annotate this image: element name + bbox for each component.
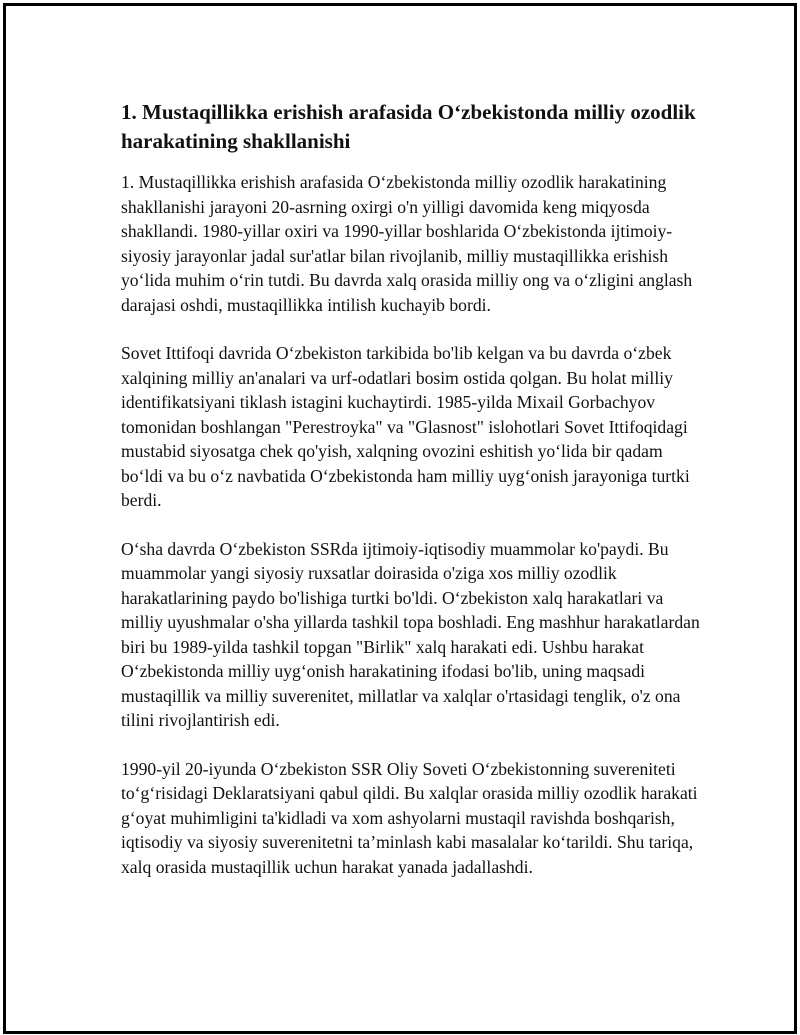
- document-title: 1. Mustaqillikka erishish arafasida O‘zbekistonda milliy ozodlik harakatining shakllanishi: [121, 100, 696, 153]
- paragraph-1: 1. Mustaqillikka erishish arafasida O‘zbekistonda milliy ozodlik harakatining shakllanishi jarayoni 20-asrning oxirgi o'n yilligi davomida keng miqyosda shakllandi. 1980-yillar oxiri va 1990-yillar boshlarida O‘zbekistonda ijtimoiy-siyosiy jarayonlar jadal sur'atlar bilan rivojlanib, milliy mustaqillikka erishish yo‘lida muhim o‘rin tutdi. Bu davrda xalq orasida milliy ong va o‘zligini anglash darajasi oshdi, mustaqillikka intilish kuchayib bordi.: [121, 172, 693, 315]
- document-body: [121, 98, 701, 903]
- page-frame: [3, 3, 797, 1034]
- paragraph-3: O‘sha davrda O‘zbekiston SSRda ijtimoiy-iqtisodiy muammolar ko'paydi. Bu muammolar yangi siyosiy ruxsatlar doirasida o'ziga xos milliy ozodlik harakatlarining paydo bo'lishiga turtki bo'ldi. O‘zbekiston xalq harakatlari va milliy uyushmalar o'sha yillarda tashkil topa boshladi. Eng mashhur harakatlardan biri bu 1989-yilda tashkil topgan "Birlik" xalq harakati edi. Ushbu harakat O‘zbekistonda milliy uyg‘onish harakatining ifodasi bo'lib, uning maqsadi mustaqillik va milliy suverenitet, millatlar va xalqlar o'rtasidagi tenglik, o'z ona tilini rivojlantirish edi.: [121, 538, 700, 730]
- paragraph-2: Sovet Ittifoqi davrida O‘zbekiston tarkibida bo'lib kelgan va bu davrda o‘zbek xalqining milliy an'analari va urf-odatlari bosim ostida qolgan. Bu holat milliy identifikatsiyani tiklash istagini kuchaytirdi. 1985-yilda Mixail Gorbachyov tomonidan boshlangan "Perestroyka" va "Glasnost" islohotlari Sovet Ittifoqidagi mustabid siyosatga chek qo'yish, xalqning ovozini eshitish yo‘lida bir qadam bo‘ldi va bu o‘z navbatida O‘zbekistonda ham milliy uyg‘onish jarayoniga turtki berdi.: [121, 343, 690, 510]
- paragraph-4: 1990-yil 20-iyunda O‘zbekiston SSR Oliy Soveti O‘zbekistonning suvereniteti to‘g‘risidagi Deklaratsiyani qabul qildi. Bu xalqlar orasida milliy ozodlik harakati g‘oyat muhimligini ta'kidladi va xom ashyolarni mustaqil ravishda boshqarish, iqtisodiy va siyosiy suverenitetni ta’minlash kabi masalalar ko‘tarildi. Shu tariqa, xalq orasida mustaqillik uchun harakat yanada jadallashdi.: [121, 758, 698, 877]
